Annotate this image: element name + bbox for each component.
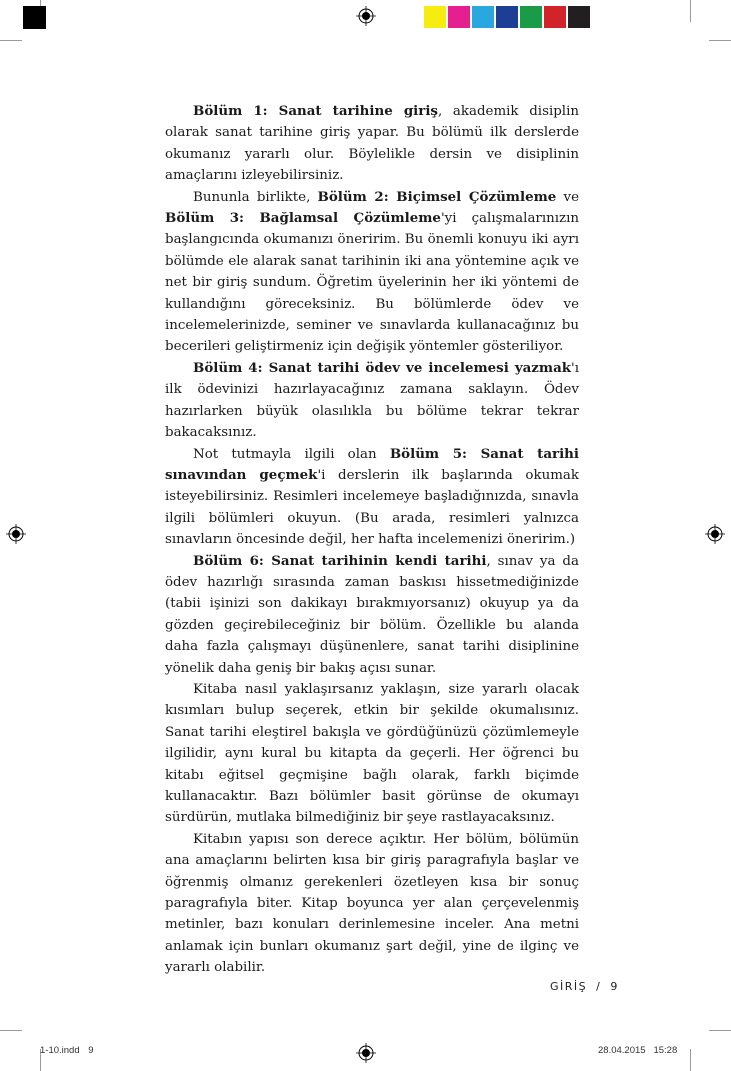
color-swatch [472,6,494,28]
paragraph [165,829,579,979]
color-calibration-bar [424,6,592,28]
paragraph [165,679,579,829]
text-run: , akademik disiplin olarak sanat tarihine giriş yapar. Bu bölümü ilk derslerde okumanız yararlı olur. Böylelikle dersin ve disiplinin amaçlarını izleyebilirsiniz. [165,104,579,184]
text-run: , sınav ya da ödev hazırlığı sırasında zaman baskısı hissetmediğinizde (tabii işinizi son dakikayı bırakmıyorsanız) okuyup ya da gözden geçirebileceğiniz bir bölüm. Özellikle bu alanda daha fazla çalışmayı düşünenlere, sanat tarihi disiplinine yönelik daha geniş bir bakış açısı sunar. [165,553,579,676]
crop-mark [0,40,22,41]
crop-mark [709,1030,731,1031]
registration-mark-icon [6,524,26,544]
slug-filename: 1-10.indd [40,1045,80,1056]
text-run: 'i derslerin ilk başlarında okumak isteyebilirsiniz. Resimleri incelemeye başladığınızda, sınavla ilgili bölümleri okuyun. (Bu arada, resimleri yalnızca sınavların öncesinde değil, her hafta incelemenizi öneririm.) [165,467,579,548]
footer-separator: / [596,980,602,993]
text-run: Bununla birlikte, [193,189,318,205]
paragraph [165,551,579,679]
color-swatch [424,6,446,28]
color-swatch [544,6,566,28]
slug-file [40,1045,94,1056]
chapter-reference: Bölüm 2: Biçimsel Çözümleme [317,188,557,205]
text-run: Not tutmayla ilgili olan [193,446,390,462]
chapter-reference: Bölüm 5: Sanat tarihi sınavından geçmek [165,445,579,483]
crop-mark [709,40,731,41]
black-registration-square [23,6,46,29]
color-swatch [520,6,542,28]
page-number: 9 [610,980,619,993]
paragraph [165,187,579,358]
slug-page: 9 [88,1045,94,1056]
chapter-reference: Bölüm 4: Sanat tarihi ödev ve incelemesi yazmak [193,359,572,376]
footer-section-label: GİRİŞ [550,980,588,993]
chapter-reference: Bölüm 3: Bağlamsal Çözümleme [165,210,441,227]
text-run: 'ı ilk ödevinizi hazırlayacağınız zamana saklayın. Ödev hazırlarken büyük olasılıkla bu bölüme tekrar tekrar bakacaksınız. [165,360,579,441]
slug-datetime: 28.04.2015 15:28 [598,1045,678,1056]
paragraph [165,444,579,551]
chapter-reference: Bölüm 1: Sanat tarihine giriş [193,103,438,119]
text-run: Kitabın yapısı son derece açıktır. Her bölüm, bölümün ana amaçlarını belirten kısa bir giriş paragrafıyla başlar ve öğrenmiş olmanız gerekenleri özetleyen kısa bir sonuç paragrafıyla biter. Kitap boyunca yer alan çerçevelenmiş metinler, bazı konuları derinlemesine inceler. Ana metni anlamak için bunları okumanız şart değil, yine de ilginç ve yararlı olabilir. [165,831,579,976]
registration-mark-icon [356,6,376,26]
color-swatch [568,6,590,28]
crop-mark [690,0,691,22]
text-run: Kitaba nasıl yaklaşırsanız yaklaşın, size yararlı olacak kısımları bulup seçerek, etkin bir şekilde okumalısınız. Sanat tarihi eleştirel bakışla ve gördüğünüzü çözümlemeyle ilgilidir, aynı kural bu kitapta da geçerli. Her öğrenci bu kitabı eğitsel geçmişine bağlı olarak, farklı biçimde kullanacaktır. Bazı bölümler basit görünse de okumayı sürdürün, mutlaka bilmediğiniz bir şeye rastlayacaksınız. [165,681,579,826]
crop-mark [0,1030,22,1031]
chapter-reference: Bölüm 6: Sanat tarihinin kendi tarihi [193,552,487,569]
registration-mark-icon [356,1043,376,1063]
crop-mark [690,1049,691,1071]
text-run: 'yi çalışmalarınızın başlangıcında okumanızı öneririm. Bu önemli konuyu iki ayrı bölümde ele alarak sanat tarihinin iki ana yöntemine açık ve net bir giriş sundum. Öğretim üyelerinin her iki yöntemi de kullandığını göreceksiniz. Bu bölümlerde ödev ve incelemelerinizde, seminer ve sınavlarda kullanacağınız bu becerileri geliştirmeniz için değişik yöntemler gösteriliyor. [165,211,579,355]
body-text [165,101,579,979]
color-swatch [448,6,470,28]
running-footer [550,980,619,993]
paragraph [165,358,579,444]
paragraph [165,101,579,187]
text-run: ve [556,189,579,205]
registration-mark-icon [705,524,725,544]
color-swatch [496,6,518,28]
